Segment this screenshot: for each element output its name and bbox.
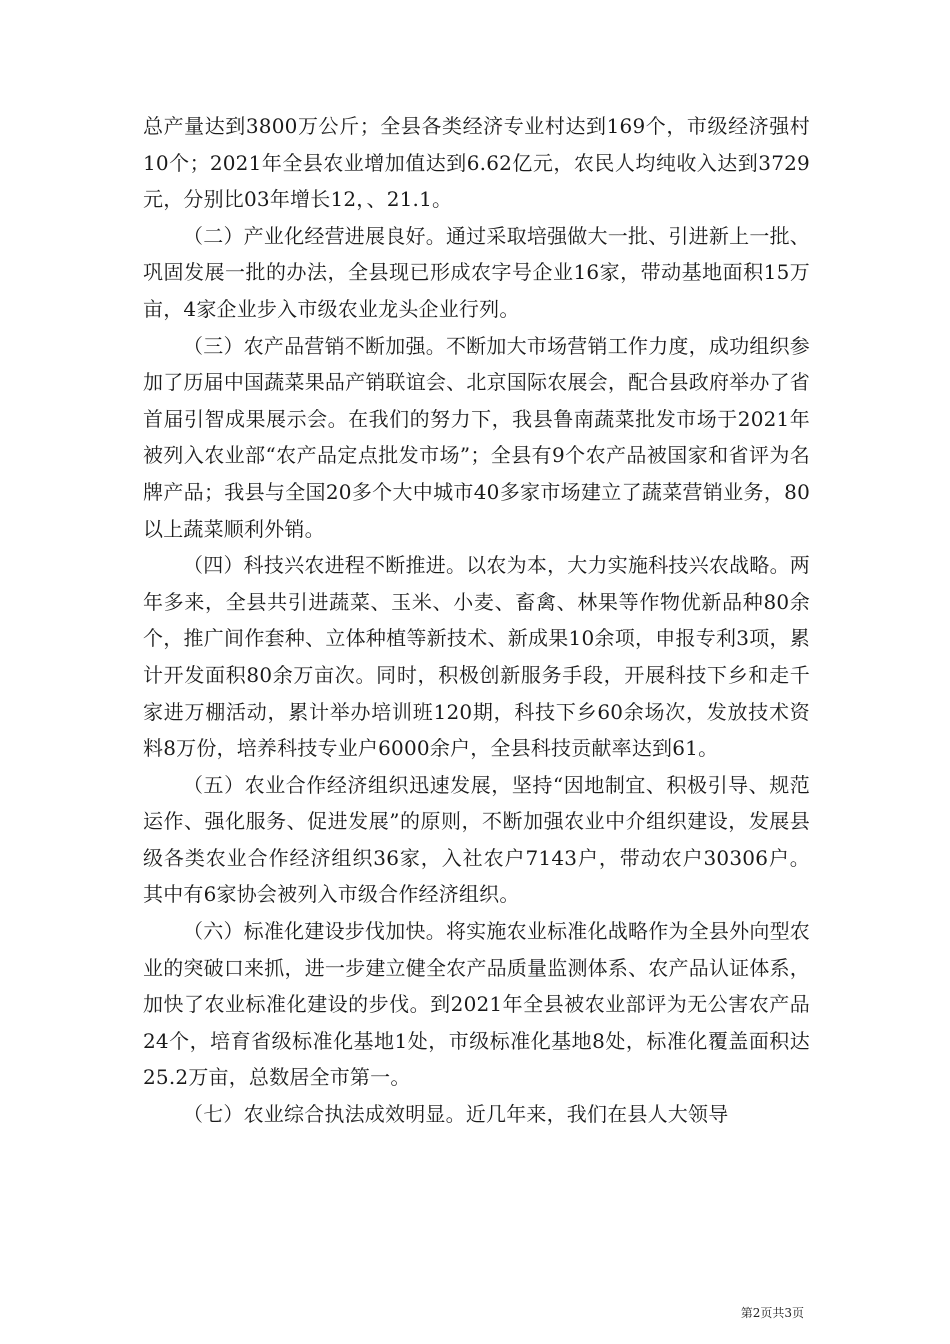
paragraph-standardization: （六）标准化建设步伐加快。将实施农业标准化战略作为全县外向型农业的突破口来抓，进一步建立健全农产品质量监测体系、农产品认证体系，加快了农业标准化建设的步伐。到2021年全县被农业部评为无公害农产品24个，培育省级标准化基地1处，市级标准化基地8处，标准化覆盖面积达25.2万亩，总数居全市第一。 xyxy=(143,919,810,1090)
paragraph-marketing: （三）农产品营销不断加强。不断加大市场营销工作力度，成功组织参加了历届中国蔬菜果品产销联谊会、北京国际农展会，配合县政府举办了省首届引智成果展示会。在我们的努力下，我县鲁南蔬菜批发市场于2021年被列入农业部“农产品定点批发市场”；全县有9个农产品被国家和省评为名牌产品；我县与全国20多个大中城市40多家市场建立了蔬菜营销业务，80以上蔬菜顺利外销。 xyxy=(143,333,810,541)
document-body xyxy=(143,108,810,1133)
paragraph-industrialization: （二）产业化经营进展良好。通过采取培强做大一批、引进新上一批、巩固发展一批的办法，全县现已形成农字号企业16家，带动基地面积15万亩，4家企业步入市级农业龙头企业行列。 xyxy=(143,223,810,321)
paragraph-technology: （四）科技兴农进程不断推进。以农为本，大力实施科技兴农战略。两年多来，全县共引进蔬菜、玉米、小麦、畜禽、林果等作物优新品种80余个，推广间作套种、立体种植等新技术、新成果10余项，申报专利3项，累计开发面积80余万亩次。同时，积极创新服务手段，开展科技下乡和走千家进万棚活动，累计举办培训班120期，科技下乡60余场次，发放技术资料8万份，培养科技专业户6000余户，全县科技贡献率达到61。 xyxy=(143,553,810,761)
paragraph-continuation: 总产量达到3800万公斤；全县各类经济专业村达到169个，市级经济强村10个；2021年全县农业增加值达到6.62亿元，农民人均纯收入达到3729元，分别比03年增长12，、21.1。 xyxy=(143,114,810,212)
paragraph-law-enforcement: （七）农业综合执法成效明显。近几年来，我们在县人大领导 xyxy=(183,1102,729,1127)
page-number: 第2页共3页 xyxy=(740,1306,804,1320)
paragraph-cooperatives: （五）农业合作经济组织迅速发展，坚持“因地制宜、积极引导、规范运作、强化服务、促进发展”的原则，不断加强农业中介组织建设，发展县级各类农业合作经济组织36家，入社农户7143户，带动农户30306户。其中有6家协会被列入市级合作经济组织。 xyxy=(143,772,810,907)
